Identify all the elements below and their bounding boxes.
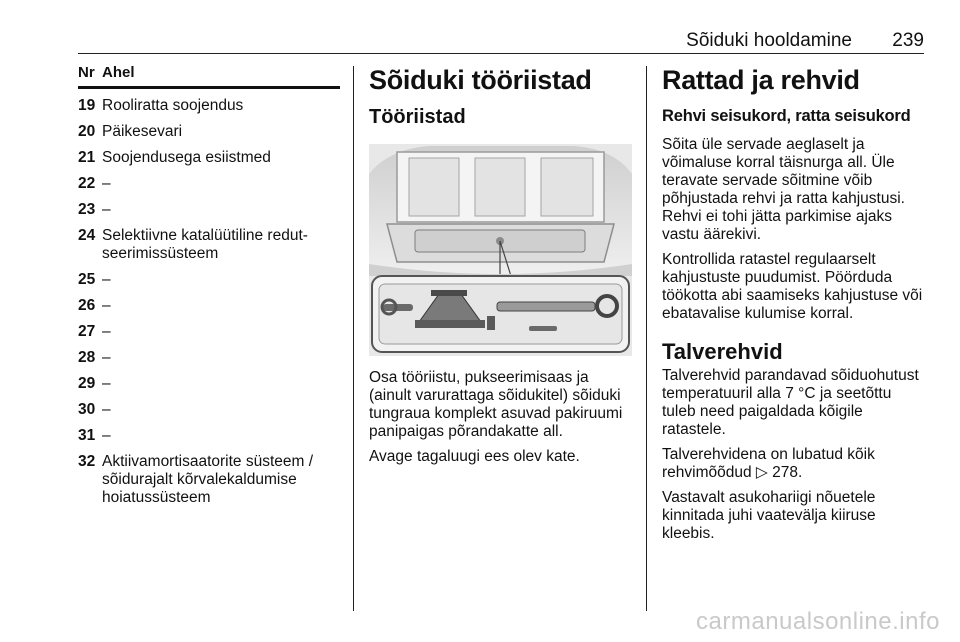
fuse-number: 22: [78, 175, 96, 192]
fuse-number: 28: [78, 349, 96, 366]
fuse-table: [78, 64, 340, 507]
col-nr-header: Nr: [78, 64, 95, 81]
fuse-number: 24: [78, 227, 96, 244]
circuit-description: –: [102, 427, 111, 444]
col-circuit-header: Ahel: [102, 64, 135, 81]
winter-tyres-heading: Talverehvid: [662, 339, 783, 364]
circuit-description: –: [102, 271, 111, 288]
circuit-description: –: [102, 297, 111, 314]
fuse-number: 26: [78, 297, 96, 314]
fuse-number: 21: [78, 149, 96, 166]
wheels-heading: Rattad ja rehvid: [662, 65, 860, 95]
table-row: [78, 227, 340, 263]
column-divider: [353, 66, 354, 611]
table-row: [78, 375, 340, 393]
tools-illustration: [369, 144, 632, 356]
page-reference-link[interactable]: 278.: [772, 464, 803, 481]
table-row: [78, 297, 340, 315]
tools-heading: Sõiduki tööriistad: [369, 65, 592, 95]
winter-paragraph-2: [662, 446, 924, 482]
table-body: [78, 97, 340, 507]
circuit-description: –: [102, 349, 111, 366]
circuit-description: Selektiivne katalüütiline redut-seerimissüsteem: [102, 227, 308, 262]
circuit-description: Aktiivamortisaatorite süsteem / sõidurajalt kõrvalekaldumise hoiatussüsteem: [102, 453, 314, 506]
circuit-description: –: [102, 323, 111, 340]
tools-paragraph-2: Avage tagaluugi ees olev kate.: [369, 448, 580, 465]
watermark: carmanualsonline.info: [696, 608, 940, 635]
tools-section: [369, 64, 633, 466]
fuse-number: 20: [78, 123, 96, 140]
winter-paragraph-2-text: Talverehvidena on lubatud kõik rehvimõõdud: [662, 446, 875, 481]
wheels-section: [662, 64, 924, 543]
circuit-description: –: [102, 201, 111, 218]
fuse-number: 32: [78, 453, 96, 470]
wheels-paragraph-2: Kontrollida ratastel regulaarselt kahjustuste puudumist. Pöörduda töökotta abi saamiseks kahjustuse või ebatavalise kulumise korral.: [662, 251, 923, 322]
fuse-number: 25: [78, 271, 96, 288]
table-row: [78, 149, 340, 167]
table-row: [78, 271, 340, 289]
winter-paragraph-3: Vastavalt asukohariigi nõuetele kinnitada juhi vaatevälja kiiruse kleebis.: [662, 489, 876, 542]
trunk-tools-figure: [369, 144, 632, 356]
fuse-number: 23: [78, 201, 96, 218]
tools-subheading: Tööriistad: [369, 106, 466, 128]
table-row: [78, 123, 340, 141]
page-header: [78, 24, 924, 52]
table-row: [78, 201, 340, 219]
circuit-description: –: [102, 401, 111, 418]
table-row: [78, 175, 340, 193]
fuse-number: 30: [78, 401, 96, 418]
fuse-number: 29: [78, 375, 96, 392]
header-rule: [78, 53, 924, 54]
fuse-number: 19: [78, 97, 96, 114]
page-number: 239: [892, 30, 924, 51]
table-row: [78, 427, 340, 445]
table-row: [78, 349, 340, 367]
fuse-number: 31: [78, 427, 96, 444]
column-divider: [646, 66, 647, 611]
table-header: [78, 64, 340, 89]
fuse-number: 27: [78, 323, 96, 340]
tools-paragraph-1: Osa tööriistu, pukseerimisaas ja (ainult varurattaga sõidukitel) sõiduki tungraua komplekt asuvad pakiruumi panipaigas põrandakatte all.: [369, 369, 623, 440]
table-row: [78, 401, 340, 419]
circuit-description: Soojendusega esiistmed: [102, 149, 271, 166]
wheels-paragraph-1: Sõita üle servade aeglaselt ja võimaluse korral täisnurga all. Üle teravate servade sõitmine võib põhjustada rehvi ja ratta kahjustusi. Rehvi ei tohi jätta parkimise ajaks vastu äärekivi.: [662, 136, 905, 243]
page-reference-icon: ▷: [755, 464, 768, 481]
wheels-subheading: Rehvi seisukord, ratta seisukord: [662, 107, 911, 125]
circuit-description: Rooliratta soojendus: [102, 97, 244, 114]
table-row: [78, 453, 340, 507]
circuit-description: Päikesevari: [102, 123, 183, 140]
winter-paragraph-1: Talverehvid parandavad sõiduohutust temperatuuril alla 7 °C ja seetõttu tuleb need paigaldada kõigile ratastele.: [662, 367, 919, 438]
circuit-description: –: [102, 175, 111, 192]
circuit-description: –: [102, 375, 111, 392]
table-row: [78, 323, 340, 341]
header-title: Sõiduki hooldamine: [686, 30, 852, 51]
table-row: [78, 97, 340, 115]
